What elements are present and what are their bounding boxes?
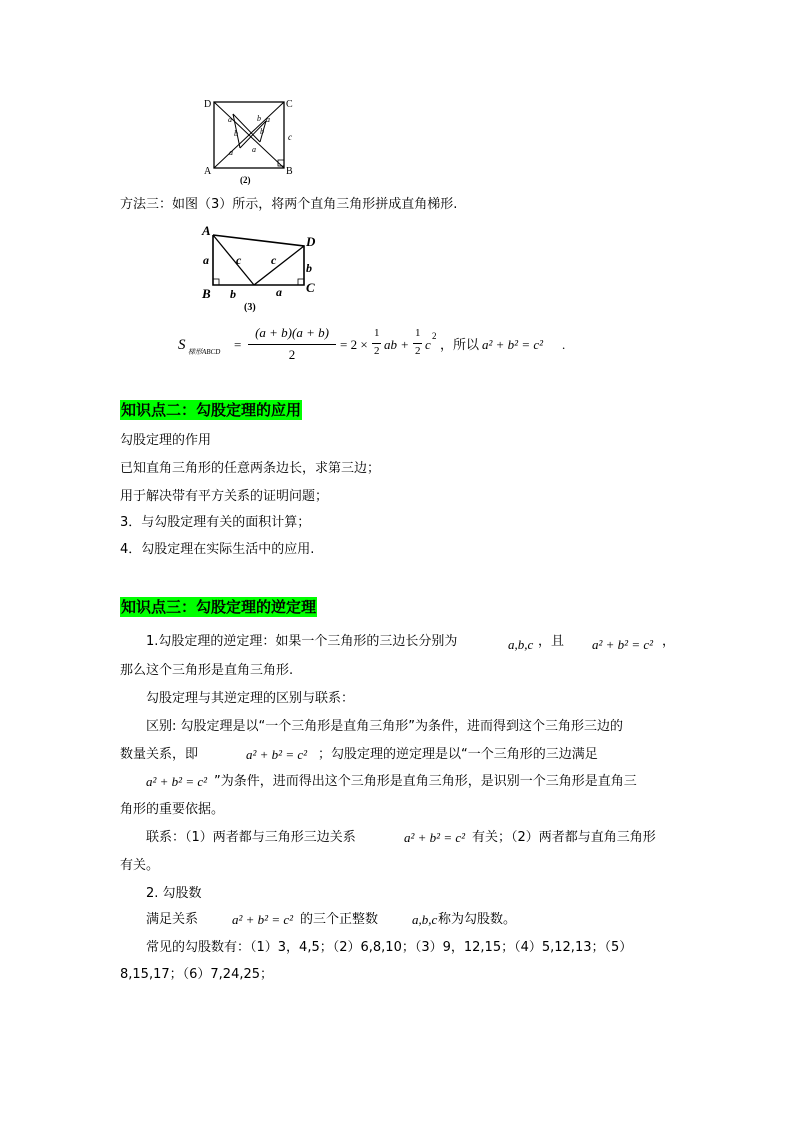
s3-p6-a: 满足关系 [146, 912, 199, 927]
s3-p3-eq: a² + b² = c² [246, 747, 308, 762]
s3-p3-c: ；勾股定理的逆定理是以“一个三角形的三边满足 [318, 747, 598, 762]
s3-p5: 2. 勾股数 [146, 886, 202, 901]
formula-fraction-bar [248, 344, 336, 345]
fig2-label: b [260, 127, 264, 136]
fig3-side-b: b [306, 261, 312, 275]
s3-p4-a: 联系：（1）两者都与三角形三边关系 [146, 830, 356, 845]
s3-p6-vars: a,b,c [412, 912, 438, 927]
figure-3 [198, 220, 328, 315]
formula-result: a² + b² = c² [482, 337, 544, 352]
s3-p1-comma: ，且 [538, 634, 565, 649]
fig3-line-ae [213, 235, 254, 285]
s3-p3-d: ”为条件，进而得出这个三角形是直角三角形，是识别一个三角形是直角三 [214, 774, 637, 789]
fig3-trapezoid [213, 235, 304, 285]
formula-denominator: 2 [288, 347, 296, 362]
fig2-label: a [252, 145, 256, 154]
formula-c: c [425, 337, 431, 352]
s3-p4-eq: a² + b² = c² [404, 830, 466, 845]
formula-period: . [562, 337, 566, 352]
formula-exp: 2 [432, 331, 437, 341]
s3-p6-eq: a² + b² = c² [232, 912, 294, 927]
fig2-corner-a: A [204, 166, 212, 177]
formula-eq: = [234, 337, 242, 352]
section2-heading: 知识点二：勾股定理的应用 [121, 401, 302, 419]
fig3-caption: (3) [244, 302, 256, 313]
s3-p4-b: 有关；（2）两者都与直角三角形 [472, 830, 656, 845]
fig2-label: c [288, 132, 292, 142]
fig2-label: a [229, 148, 233, 157]
formula-numerator: (a + b)(a + b) [255, 325, 329, 340]
fig2-label: b [257, 114, 261, 123]
fig2-corner-d: D [204, 99, 212, 110]
s3-p3-e: 角形的重要依据。 [120, 802, 225, 817]
fig2-label: a [266, 115, 270, 124]
fig2-corner-b: B [286, 166, 293, 177]
formula-half2-den: 2 [415, 345, 421, 357]
fig3-corner-d: D [306, 234, 316, 249]
fig3-bottom-a: a [276, 285, 282, 299]
formula-half2-bar [413, 343, 422, 344]
method3-text: 方法三：如图（3）所示，将两个直角三角形拼成直角梯形. [120, 197, 458, 212]
s3-p3-a: 区别: 勾股定理是以“一个三角形是直角三角形”为条件，进而得到这个三角形三边的 [146, 719, 623, 734]
s3-p6-c: 称为勾股数。 [438, 912, 517, 927]
fig3-corner-c: C [306, 280, 315, 295]
fig3-corner-b: B [202, 286, 211, 301]
s3-p1-line2: 那么这个三角形是直角三角形. [120, 663, 294, 678]
section2-line: 用于解决带有平方关系的证明问题； [120, 489, 329, 504]
fig3-right-angle-c [298, 279, 304, 285]
formula-so: ，所以 [440, 338, 480, 353]
fig2-corner-c: C [286, 99, 293, 110]
figure-2 [200, 94, 310, 186]
fig2-label: a [228, 115, 232, 124]
area-formula [178, 325, 618, 367]
fig3-side-c: c [271, 253, 277, 267]
s3-p7-a: 常见的勾股数有：（1）3，4,5；（2）6,8,10；（3）9，12,15；（4）5,12,13；（5） [146, 940, 633, 955]
formula-half-num: 1 [374, 327, 380, 339]
section2-line: 已知直角三角形的任意两条边长，求第三边； [120, 461, 381, 476]
formula-ab: ab + [384, 337, 410, 352]
section2-line: 勾股定理的作用 [120, 433, 212, 448]
s3-p1-text: 1.勾股定理的逆定理：如果一个三角形的三边长分别为 [146, 634, 458, 649]
formula-half2-num: 1 [415, 327, 421, 339]
formula-half-den: 2 [374, 345, 380, 357]
formula-half-bar [372, 343, 381, 344]
s3-p2: 勾股定理与其逆定理的区别与联系： [146, 691, 355, 706]
fig3-side-c: c [236, 253, 242, 267]
fig2-label: b [234, 129, 238, 138]
s3-p1-end: ， [662, 634, 676, 649]
s3-p1-vars: a,b,c [508, 637, 534, 652]
section3-heading: 知识点三：勾股定理的逆定理 [121, 598, 317, 616]
formula-s: S [178, 337, 186, 353]
s3-p4-c: 有关。 [120, 858, 160, 873]
fig3-right-angle-b [213, 279, 219, 285]
fig3-bottom-b: b [230, 287, 236, 301]
s3-p1-eq: a² + b² = c² [592, 637, 654, 652]
formula-times: = 2 × [340, 337, 368, 352]
fig3-line-ed [254, 246, 304, 285]
fig2-caption: (2) [240, 175, 251, 185]
fig3-corner-a: A [202, 223, 211, 238]
s3-p7-b: 8,15,17；（6）7,24,25； [120, 967, 274, 982]
s3-p3-b: 数量关系，即 [120, 747, 199, 762]
s3-p3-eq2: a² + b² = c² [146, 774, 208, 789]
fig3-side-a: a [203, 253, 209, 267]
formula-subscript: 梯形ABCD [188, 348, 221, 356]
section2-line: 4．勾股定理在实际生活中的应用. [120, 542, 315, 557]
s3-p6-b: 的三个正整数 [300, 912, 379, 927]
section2-line: 3．与勾股定理有关的面积计算； [120, 515, 311, 530]
